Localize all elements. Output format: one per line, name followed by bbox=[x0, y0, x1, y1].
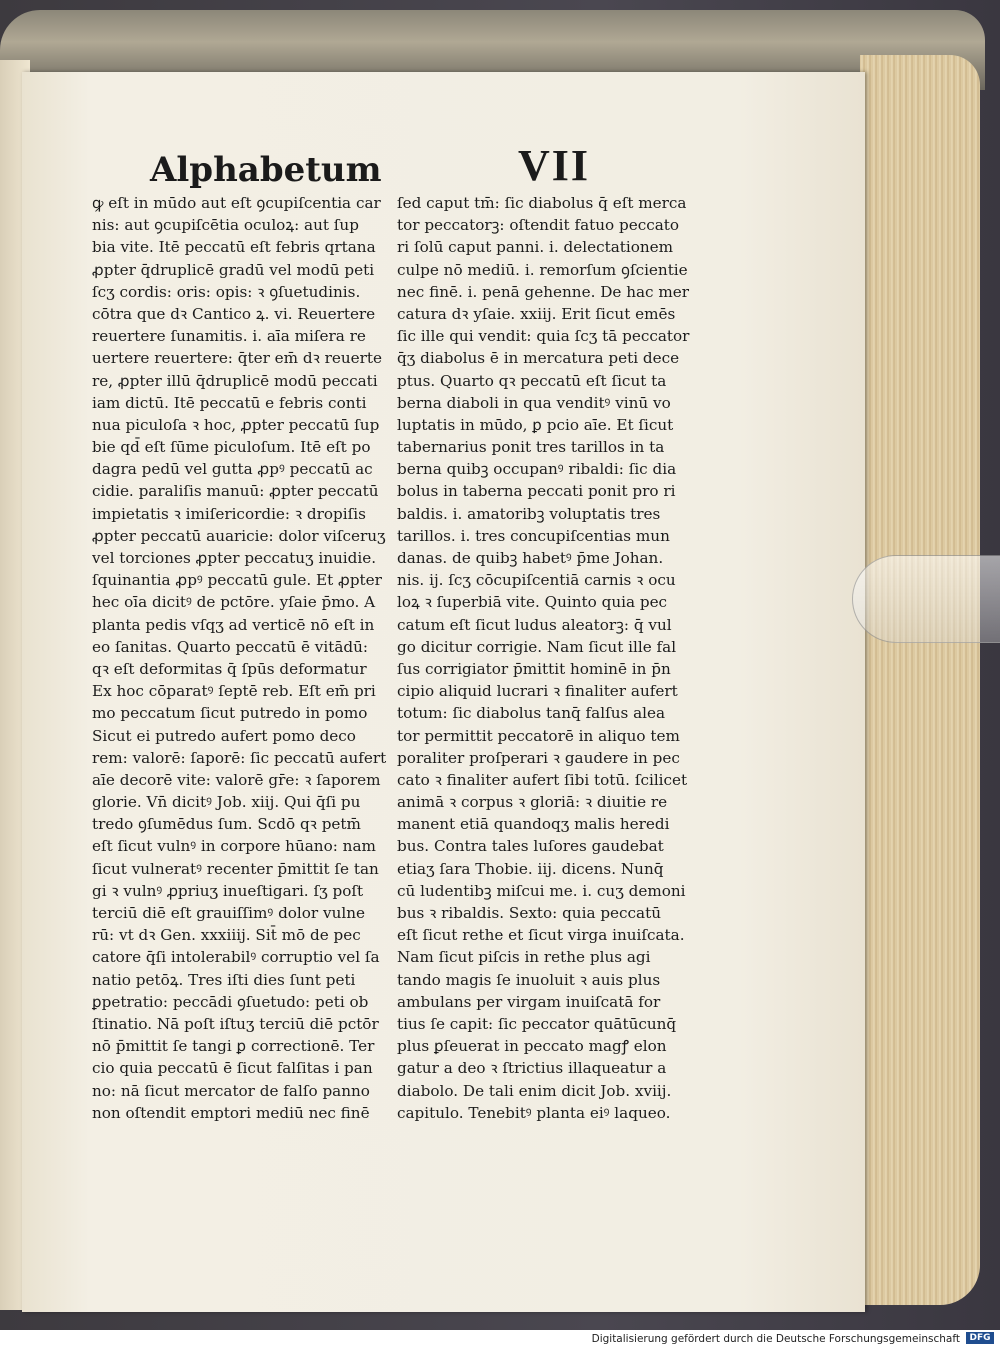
text-line: poraliter proſperari ꝛ gaudere in pec bbox=[397, 748, 680, 767]
text-line: catore q̄ſi intolerabilꝰ corruptio vel ſa bbox=[92, 948, 380, 967]
text-line: cōtra que dꝛ Cantico ꝝ. vi. Reuertere bbox=[92, 304, 376, 323]
text-line: ſtinatio. Nā poſt iſtuʒ terciū diē pctōr bbox=[92, 1014, 379, 1033]
text-line: ri ſolū caput panni. i. delectationem bbox=[397, 238, 674, 257]
text-line: ambulans per virgam inuiſcatā for bbox=[397, 992, 661, 1011]
text-line: natio petōꝝ. Tres iſti dies ſunt peti bbox=[92, 970, 356, 989]
text-line: ſcʒ cordis: oris: opis: ꝛ ꝯſuetudinis. bbox=[92, 282, 361, 301]
text-line: berna diaboli in qua venditꝰ vinū vo bbox=[397, 393, 671, 412]
text-line: rū: vt dꝛ Gen. xxxiiij. Sit̄ mō de pec bbox=[92, 926, 361, 945]
text-line: rem: valorē: ſaporē: ſic peccatū aufert bbox=[92, 748, 387, 767]
text-line: glorie. Vn̄ dicitꝰ Job. xiij. Qui q̄ſi pu bbox=[92, 793, 361, 812]
text-line: hec oīa dicitꝰ de pctōre. yſaie p̄mo. A bbox=[92, 593, 376, 612]
text-line: gi ꝛ vulnꝰ ꝓpriuʒ inueſtigari. ſʒ poſt bbox=[92, 881, 364, 900]
text-line: bolus in taberna peccati ponit pro ri bbox=[397, 482, 676, 501]
text-line: impietatis ꝛ imiſericordie: ꝛ dropiſis bbox=[92, 504, 366, 523]
text-line: aīe decorē vite: valorē gr̄e: ꝛ ſaporem bbox=[92, 770, 381, 789]
text-line: cidie. paraliſis manuū: ꝓpter peccatū bbox=[92, 482, 379, 501]
text-line: manent etiā quandoqʒ malis heredi bbox=[397, 815, 670, 834]
text-line: catura dꝛ yſaie. xxiij. Erit ſicut emēs bbox=[397, 304, 676, 323]
text-line: nis: aut ꝯcupiſcētia oculoꝝ: aut ſup bbox=[92, 216, 359, 235]
text-line: ſic ille qui vendit: quia ſcʒ tā peccator bbox=[397, 327, 690, 346]
running-head: Alphabetum bbox=[150, 150, 382, 190]
text-line: luptatis in mūdo, ꝑ pcio aīe. Et ſicut bbox=[397, 415, 674, 434]
text-line: loꝝ ꝛ ſuperbiā vite. Quinto quia pec bbox=[397, 593, 668, 612]
text-line: Ex hoc cōparatꝰ ſeptē reb. Eſt em̄ pri bbox=[92, 682, 376, 701]
text-line: vel torciones ꝓpter peccatuʒ inuidie. bbox=[92, 549, 377, 567]
text-line: re, ꝓpter illū q̄druplicē modū peccati bbox=[92, 371, 378, 390]
text-line: qꝛ eſt deformitas q̄ ſpūs deformatur bbox=[92, 659, 367, 678]
text-line: baldis. i. amatoribꝫ voluptatis tres bbox=[397, 504, 661, 523]
dfg-logo: DFG bbox=[966, 1332, 994, 1344]
text-line: nec finē. i. penā gehenne. De hac mer bbox=[397, 282, 690, 301]
text-line: tius ſe capit: ſic peccator quātūcunq̄ bbox=[397, 1014, 677, 1033]
text-line: nō p̄mittit ſe tangi ꝑ correctionē. Ter bbox=[92, 1037, 375, 1056]
text-line: catum eſt ſicut ludus aleatorꝫ: q̄ vul bbox=[397, 615, 672, 634]
text-line: iam dictū. Itē peccatū e febris conti bbox=[92, 393, 367, 412]
text-line: non oſtendit emptori mediū nec finē bbox=[92, 1103, 370, 1122]
text-line: tarillos. i. tres concupiſcentias mun bbox=[397, 526, 670, 545]
text-line: terciū diē eſt grauiſſimꝰ dolor vulne bbox=[92, 904, 366, 922]
text-line: ſicut vulneratꝰ recenter p̄mittit ſe tan bbox=[92, 859, 379, 878]
page-fore-edge bbox=[860, 55, 980, 1305]
text-line: cio quia peccatū ē ſicut falſitas i pan bbox=[92, 1059, 373, 1078]
text-line: capitulo. Tenebitꝰ planta eiꝰ laqueo. bbox=[397, 1103, 671, 1122]
text-line: eſt ſicut vulnꝰ in corpore hūano: nam bbox=[92, 837, 376, 856]
text-line: ſquinantia ꝓpꝰ peccatū gule. Et ꝓpter bbox=[92, 571, 382, 590]
text-line: dagra pedū vel gutta ꝓpꝰ peccatū ac bbox=[92, 460, 373, 479]
text-line: ꝑpetratio: peccādi ꝯſuetudo: peti ob bbox=[92, 992, 369, 1011]
text-line: nua piculoſa ꝛ hoc, ꝓpter peccatū ſup bbox=[92, 415, 380, 434]
funding-credit: Digitalisierung gefördert durch die Deutsche Forschungsgemeinschaft bbox=[591, 1333, 960, 1345]
text-line: etiaʒ ſara Thobie. iij. dicens. Nunq̄ bbox=[397, 859, 664, 878]
text-line: reuertere ſunamitis. i. aīa miſera re bbox=[92, 327, 366, 346]
text-line: Nam ſicut piſcis in rethe plus agi bbox=[397, 948, 651, 967]
text-line: mo peccatum ſicut putredo in pomo bbox=[92, 704, 368, 723]
text-line: gatur a deo ꝛ ſtrictius illaqueatur a bbox=[397, 1059, 667, 1078]
text-line: tor peccatorꝫ: oſtendit fatuo peccato bbox=[397, 216, 680, 235]
folio-number: VII bbox=[518, 141, 591, 190]
text-line: tor permittit peccatorē in aliquo tem bbox=[397, 726, 680, 745]
text-line: diabolo. De tali enim dicit Job. xviij. bbox=[397, 1081, 672, 1100]
text-line: culpe nō mediū. i. remorſum ꝯſcientie bbox=[397, 260, 688, 279]
text-line: Sicut ei putredo aufert pomo deco bbox=[92, 726, 356, 745]
text-line: bus. Contra tales luſores gaudebat bbox=[397, 837, 664, 856]
text-line: danas. de quibꝫ habetꝰ p̄me Johan. bbox=[397, 549, 664, 567]
bookmark-clip bbox=[852, 555, 1000, 643]
text-line: no: nā ſicut mercator de falſo panno bbox=[92, 1081, 370, 1100]
text-line: ptus. Quarto qꝛ peccatū eſt ſicut ta bbox=[397, 371, 667, 390]
text-line: cū ludentibꝫ miſcui me. i. cuʒ demoni bbox=[397, 881, 686, 900]
text-line: tando magis ſe inuoluit ꝛ auis plus bbox=[397, 970, 661, 989]
text-line: bus ꝛ ribaldis. Sexto: quia peccatū bbox=[397, 904, 661, 922]
text-line: planta pedis vſqʒ ad verticē nō eſt in bbox=[92, 615, 375, 634]
text-line: ꝓpter q̄druplicē gradū vel modū peti bbox=[92, 260, 375, 279]
text-line: ꝙ eſt in mūdo aut eſt ꝯcupiſcentia car bbox=[92, 194, 381, 212]
text-line: bie qd̄ eſt ſūme piculoſum. Itē eſt po bbox=[92, 438, 371, 457]
text-line: totum: ſic diabolus tanq̄ falſus alea bbox=[397, 704, 666, 723]
text-line: eſt ſicut rethe et ſicut virga inuiſcata. bbox=[397, 926, 685, 945]
text-line: ꝓpter peccatū auaricie: dolor viſceruʒ bbox=[92, 526, 386, 545]
text-line: berna quibꝫ occupanꝰ ribaldi: ſic dia bbox=[397, 460, 677, 479]
text-line: animā ꝛ corpus ꝛ gloriā: ꝛ diuitie re bbox=[397, 793, 668, 812]
text-line: cipio aliquid lucrari ꝛ finaliter aufert bbox=[397, 682, 678, 701]
text-line: bia vite. Itē peccatū eſt febris qrtana bbox=[92, 238, 376, 257]
text-line: go dicitur corrigie. Nam ſicut ille fal bbox=[397, 637, 677, 656]
text-line: q̄ʒ diabolus ē in mercatura peti dece bbox=[397, 349, 680, 368]
text-line: ſed caput tm̄: ſic diabolus q̄ eſt merca bbox=[397, 194, 687, 212]
text-line: plus ꝑſeuerat in peccato magꝭ elon bbox=[397, 1037, 667, 1056]
text-line: tabernarius ponit tres tarillos in ta bbox=[397, 438, 665, 457]
text-line: ſus corrigiator p̄mittit hominē in p̄n bbox=[397, 659, 671, 678]
text-line: tredo ꝯſumēdus ſum. Scdō qꝛ petm̄ bbox=[92, 815, 361, 834]
text-line: cato ꝛ finaliter aufert ſibi totū. ſcilicet bbox=[397, 770, 688, 789]
text-line: nis. ij. ſcʒ cōcupiſcentiā carnis ꝛ ocu bbox=[397, 571, 676, 590]
text-line: uertere reuertere: q̄ter em̄ dꝛ reuerte bbox=[92, 349, 382, 368]
left-text-column bbox=[92, 192, 410, 1124]
text-line: eo ſanitas. Quarto peccatū ē vitādū: bbox=[92, 637, 369, 656]
right-text-column bbox=[397, 192, 707, 1124]
